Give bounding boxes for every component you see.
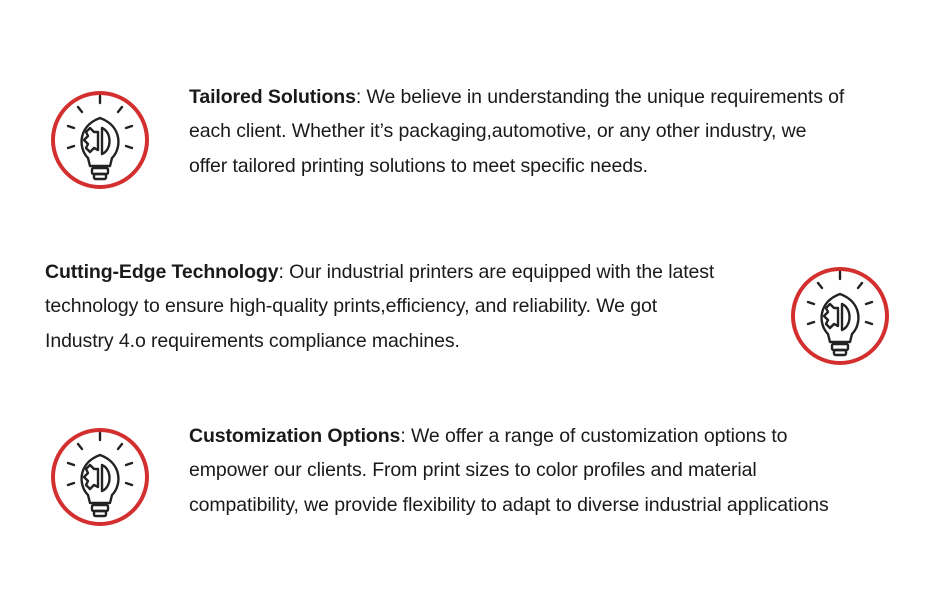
feature-description <box>45 255 714 358</box>
idea-gear-bulb-icon <box>48 425 152 529</box>
title-separator: : <box>400 425 406 447</box>
description-line: offer tailored printing solutions to meet specific needs. <box>189 154 648 177</box>
feature-title: Customization Options <box>189 425 401 447</box>
idea-gear-bulb-icon <box>788 264 892 368</box>
description-line: empower our clients. From print sizes to color profiles and material <box>189 459 757 482</box>
description-line: We offer a range of customization options to <box>405 425 788 447</box>
feature-title: Tailored Solutions <box>189 86 356 108</box>
feature-title: Cutting-Edge Technology <box>45 261 279 283</box>
title-separator: : <box>355 86 362 108</box>
title-separator: : <box>278 261 284 283</box>
description-line: compatibility, we provide flexibility to adapt to diverse industrial applications <box>189 493 829 516</box>
feature-description <box>189 80 844 183</box>
description-line: technology to ensure high-quality prints,efficiency, and reliability. We got <box>45 295 658 318</box>
description-line: Our industrial printers are equipped with the latest <box>283 261 715 283</box>
feature-description <box>189 419 829 522</box>
idea-gear-bulb-icon <box>48 88 152 192</box>
description-line: We believe in understanding the unique requirements of <box>361 86 845 108</box>
description-line: each client. Whether it’s packaging,automotive, or any other industry, we <box>189 120 807 143</box>
description-line: Industry 4.o requirements compliance machines. <box>45 329 460 352</box>
